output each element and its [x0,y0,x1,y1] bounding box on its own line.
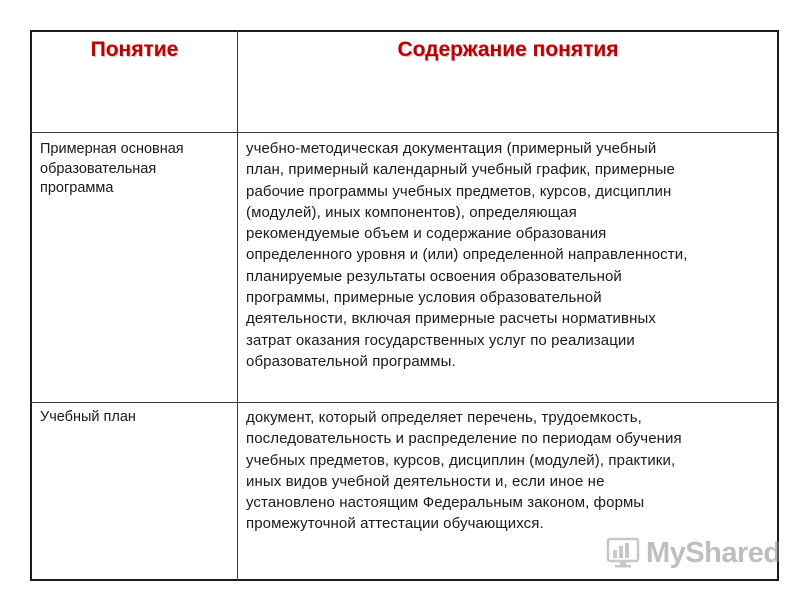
content-line: планируемые результаты освоения образовательной [246,267,622,285]
content-line: деятельности, включая примерные расчеты нормативных [246,310,656,328]
content-line: промежуточной аттестации обучающихся. [246,515,544,533]
myshared-logo-icon [606,536,640,570]
term-cell-2 [40,408,232,428]
watermark [606,535,781,571]
content-line: установлено настоящим Федеральным законом, формы [246,494,645,512]
content-line: определенного уровня и (или) определенной направленности, [246,246,688,264]
header-content: Содержание понятия [397,38,619,61]
column-divider [237,30,238,581]
content-line: план, примерный календарный учебный график, примерные [246,161,675,179]
term-line: Учебный план [40,409,136,425]
content-line: затрат оказания государственных услуг по реализации [246,331,635,349]
term-cell-1 [40,140,232,199]
content-line: (модулей), иных компонентов), определяющая [246,203,577,221]
header-term: Понятие [90,38,179,61]
content-cell-2 [246,407,774,535]
content-line: программы, примерные условия образовательной [246,289,602,307]
content-line: учебных предметов, курсов, дисциплин (модулей), практики, [246,451,676,469]
content-cell-1 [246,138,774,372]
content-line: документ, который определяет перечень, трудоемкость, [246,409,642,426]
watermark-text: MyShared [646,536,781,569]
content-line: учебно-методическая документация (примерный учебный [246,140,657,157]
row-divider [30,402,779,403]
content-line: последовательность и распределение по периодам обучения [246,430,682,448]
header-row-divider [30,132,779,133]
term-line: Примерная основная [40,141,184,157]
content-line: иных видов учебной деятельности и, если иное не [246,472,605,490]
content-line: образовательной программы. [246,352,456,370]
content-line: рабочие программы учебных предметов, курсов, дисциплин [246,182,672,200]
term-line: программа [40,180,114,196]
term-line: образовательная [40,160,157,177]
content-line: рекомендуемые объем и содержание образования [246,225,607,243]
